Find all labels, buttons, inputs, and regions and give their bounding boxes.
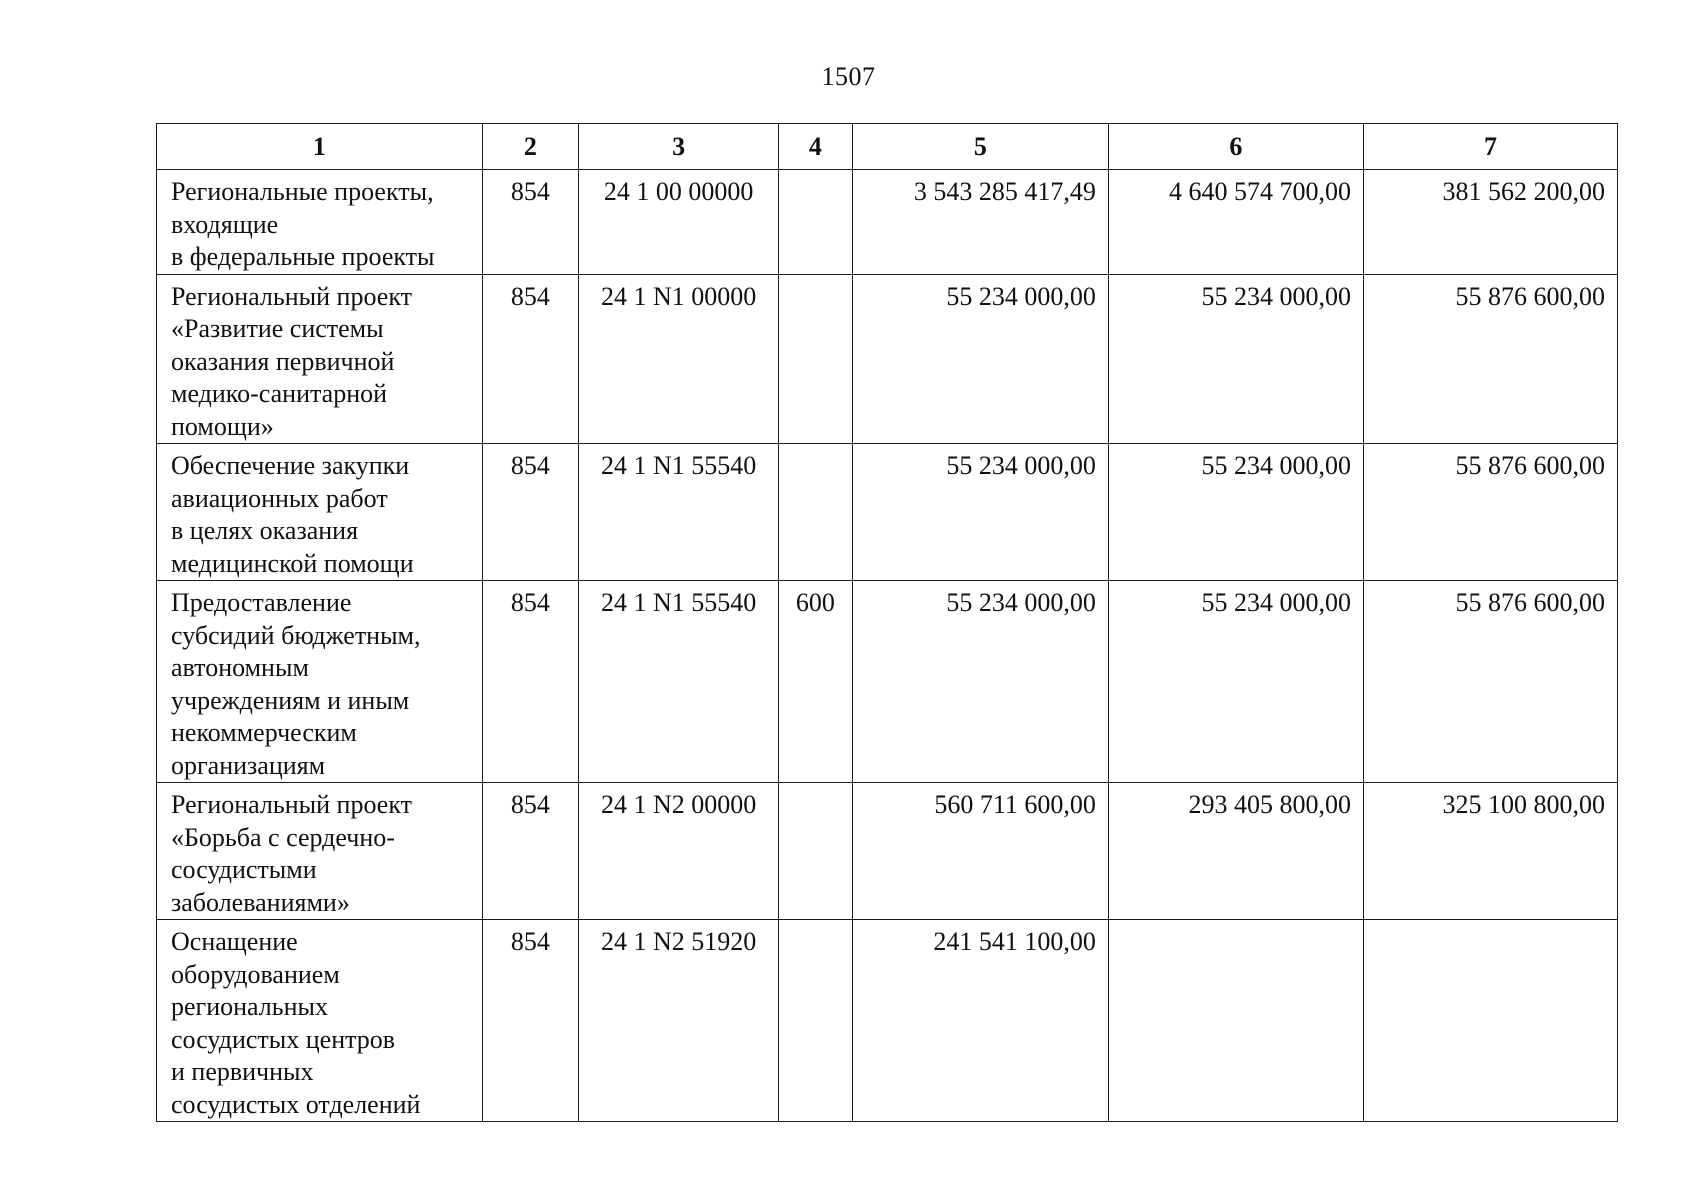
row-name-line: учреждениям и иным	[171, 685, 410, 715]
row-name-line: оборудованием	[171, 959, 340, 989]
target-article-cell: 24 1 00 00000	[579, 170, 779, 275]
page-number: 1507	[821, 62, 876, 91]
sum-2-cell: 293 405 800,00	[1108, 783, 1363, 920]
row-name-line: Предоставление	[171, 588, 352, 617]
table-row	[157, 581, 1618, 783]
sum-2-cell: 55 234 000,00	[1108, 274, 1363, 444]
row-name-line: сосудистых отделений	[171, 1089, 421, 1119]
table-body	[157, 170, 1618, 1122]
sum-2-cell	[1108, 920, 1363, 1122]
table-row	[157, 920, 1618, 1122]
row-name-line: автономным	[171, 653, 309, 682]
row-name-line: организациям	[171, 750, 326, 780]
row-name-line: Обеспечение закупки	[171, 451, 410, 480]
sum-3-cell: 55 876 600,00	[1363, 581, 1617, 783]
row-name-line: помощи»	[171, 411, 274, 441]
row-name-line: Региональный проект	[171, 790, 412, 819]
row-name-line: оказания первичной	[171, 346, 395, 376]
row-name-line: заболеваниями»	[171, 887, 350, 917]
sum-1-cell: 560 711 600,00	[852, 783, 1108, 920]
header-cell-5: 5	[852, 124, 1108, 170]
table-row	[157, 170, 1618, 275]
sum-2-cell: 55 234 000,00	[1108, 581, 1363, 783]
sum-1-cell: 55 234 000,00	[852, 444, 1108, 581]
sum-3-cell: 55 876 600,00	[1363, 444, 1617, 581]
row-name-line: Оснащение	[171, 927, 298, 956]
row-name-line: сосудистых центров	[171, 1024, 396, 1054]
row-name-line: медицинской помощи	[171, 548, 414, 578]
row-name-line: медико-санитарной	[171, 379, 388, 408]
row-name-line: субсидий бюджетным,	[171, 620, 421, 650]
row-name-line: в федеральные проекты	[171, 242, 435, 271]
target-article-cell: 24 1 N1 00000	[579, 274, 779, 444]
row-name-cell	[157, 920, 483, 1122]
row-name-line: авиационных работ	[171, 483, 388, 513]
table-row	[157, 783, 1618, 920]
sum-3-cell: 55 876 600,00	[1363, 274, 1617, 444]
row-name-line: региональных	[171, 992, 329, 1021]
department-cell: 854	[482, 444, 579, 581]
sum-1-cell: 55 234 000,00	[852, 274, 1108, 444]
row-name-cell	[157, 581, 483, 783]
target-article-cell: 24 1 N2 51920	[579, 920, 779, 1122]
row-name-line: некоммерческим	[171, 718, 357, 747]
department-cell: 854	[482, 170, 579, 275]
expense-type-cell	[778, 920, 852, 1122]
header-cell-4: 4	[778, 124, 852, 170]
department-cell: 854	[482, 581, 579, 783]
row-name-cell	[157, 274, 483, 444]
budget-table	[156, 123, 1618, 1122]
expense-type-cell	[778, 444, 852, 581]
department-cell: 854	[482, 920, 579, 1122]
row-name-cell	[157, 444, 483, 581]
header-cell-6: 6	[1108, 124, 1363, 170]
row-name-line: и первичных	[171, 1057, 314, 1086]
sum-1-cell: 3 543 285 417,49	[852, 170, 1108, 275]
row-name-cell	[157, 170, 483, 275]
sum-1-cell: 55 234 000,00	[852, 581, 1108, 783]
table-row	[157, 444, 1618, 581]
row-name-line: «Развитие системы	[171, 314, 384, 343]
row-name-cell	[157, 783, 483, 920]
target-article-cell: 24 1 N1 55540	[579, 444, 779, 581]
header-cell-7: 7	[1363, 124, 1617, 170]
target-article-cell: 24 1 N1 55540	[579, 581, 779, 783]
table-row	[157, 274, 1618, 444]
department-cell: 854	[482, 274, 579, 444]
expense-type-cell	[778, 170, 852, 275]
row-name-line: Региональный проект	[171, 281, 412, 311]
expense-type-cell	[778, 783, 852, 920]
expense-type-cell	[778, 274, 852, 444]
header-cell-2: 2	[482, 124, 579, 170]
row-name-line: в целях оказания	[171, 516, 359, 545]
row-name-line: сосудистыми	[171, 855, 317, 884]
sum-3-cell: 325 100 800,00	[1363, 783, 1617, 920]
department-cell: 854	[482, 783, 579, 920]
row-name-line: входящие	[171, 209, 279, 239]
row-name-line: Региональные проекты,	[171, 177, 434, 206]
sum-3-cell	[1363, 920, 1617, 1122]
row-name-line: «Борьба с сердечно-	[171, 822, 395, 852]
sum-1-cell: 241 541 100,00	[852, 920, 1108, 1122]
header-row	[157, 124, 1618, 170]
expense-type-cell: 600	[778, 581, 852, 783]
sum-2-cell: 4 640 574 700,00	[1108, 170, 1363, 275]
header-cell-1: 1	[157, 124, 483, 170]
target-article-cell: 24 1 N2 00000	[579, 783, 779, 920]
sum-3-cell: 381 562 200,00	[1363, 170, 1617, 275]
header-cell-3: 3	[579, 124, 779, 170]
sum-2-cell: 55 234 000,00	[1108, 444, 1363, 581]
